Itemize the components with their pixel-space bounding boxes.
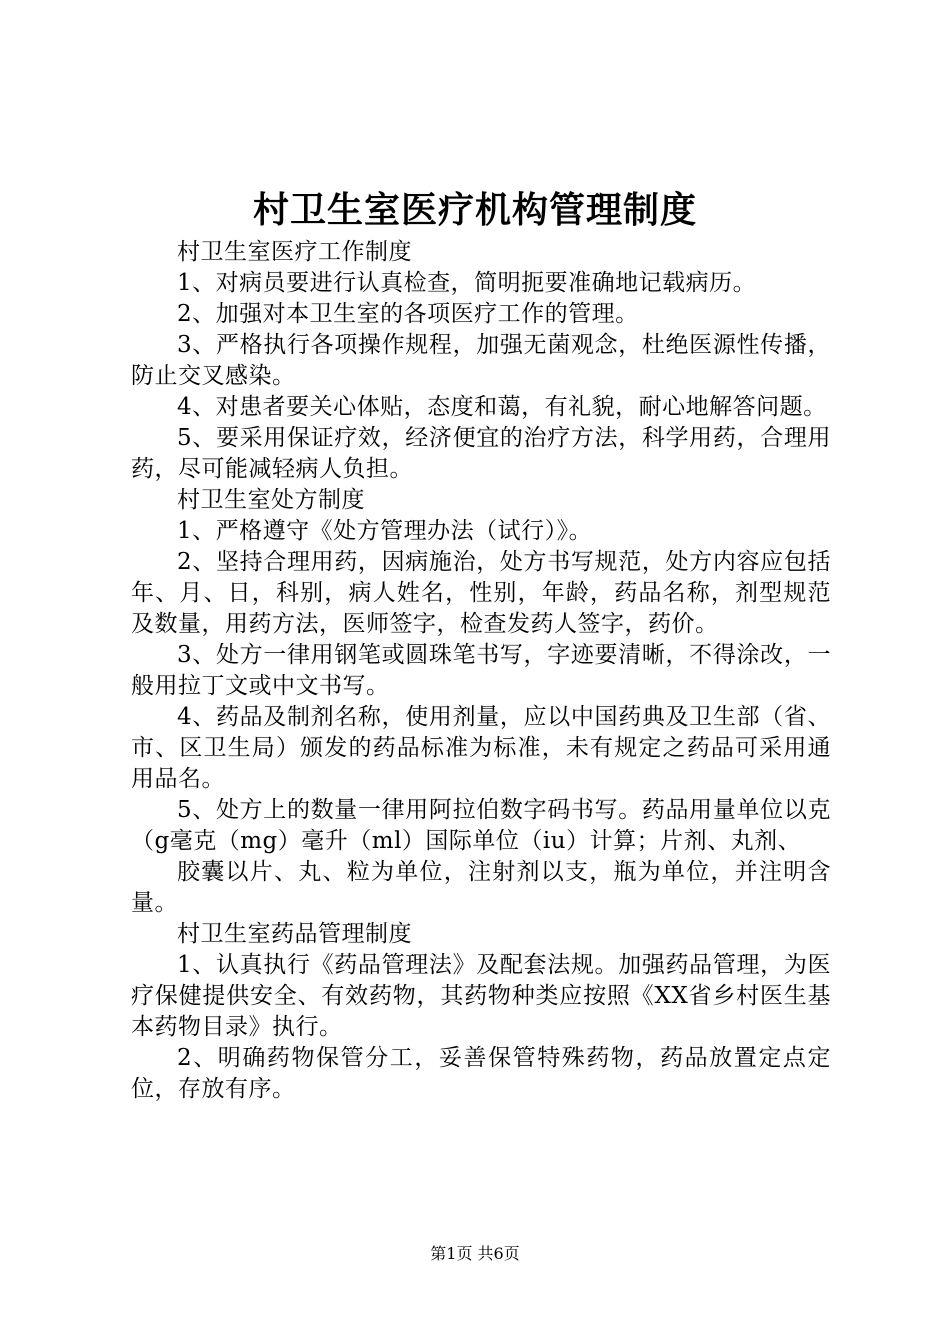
paragraph: 1、严格遵守《处方管理办法（试行）》。 [177, 518, 593, 544]
section-heading-prescription: 村卫生室处方制度 [177, 487, 365, 513]
paragraph: 2、加强对本卫生室的各项医疗工作的管理。 [177, 301, 639, 327]
page-footer: 第1页 共6页 [430, 1244, 520, 1263]
paragraph: 3、严格执行各项操作规程，加强无菌观念，杜绝医源性传播，防止交叉感染。 [131, 332, 831, 389]
paragraph: 4、药品及制剂名称，使用剂量，应以中国药典及卫生部（省、市、区卫生局）颁发的药品标准为标准，未有规定之药品可采用通用品名。 [131, 704, 831, 792]
paragraph: 2、坚持合理用药，因病施治，处方书写规范，处方内容应包括年、月、日，科别，病人姓名，性别，年龄，药品名称，剂型规范及数量，用药方法，医师签字，检查发药人签字，药价。 [131, 549, 831, 637]
paragraph: 2、明确药物保管分工，妥善保管特殊药物，药品放置定点定位，存放有序。 [131, 1045, 831, 1102]
document-body [131, 237, 831, 1105]
paragraph: 胶囊以片、丸、粒为单位，注射剂以支，瓶为单位，并注明含量。 [131, 859, 831, 916]
paragraph: 3、处方一律用钢笔或圆珠笔书写，字迹要清晰，不得涂改，一般用拉丁文或中文书写。 [131, 642, 831, 699]
section-heading-medical-work: 村卫生室医疗工作制度 [177, 239, 412, 265]
paragraph: 4、对患者要关心体贴，态度和蔼，有礼貌，耐心地解答问题。 [177, 394, 827, 420]
document-title: 村卫生室医疗机构管理制度 [252, 189, 697, 231]
paragraph: 1、对病员要进行认真检查，简明扼要准确地记载病历。 [177, 270, 757, 296]
section-heading-drug-management: 村卫生室药品管理制度 [177, 921, 412, 947]
paragraph: 1、认真执行《药品管理法》及配套法规。加强药品管理，为医疗保健提供安全、有效药物，其药物种类应按照《XX省乡村医生基本药物目录》执行。 [131, 952, 831, 1040]
paragraph: 5、处方上的数量一律用阿拉伯数字码书写。药品用量单位以克（g毫克（mg）毫升（ml）国际单位（iu）计算；片剂、丸剂、 [131, 797, 831, 854]
paragraph: 5、要采用保证疗效，经济便宜的治疗方法，科学用药，合理用药，尽可能减轻病人负担。 [131, 425, 831, 482]
